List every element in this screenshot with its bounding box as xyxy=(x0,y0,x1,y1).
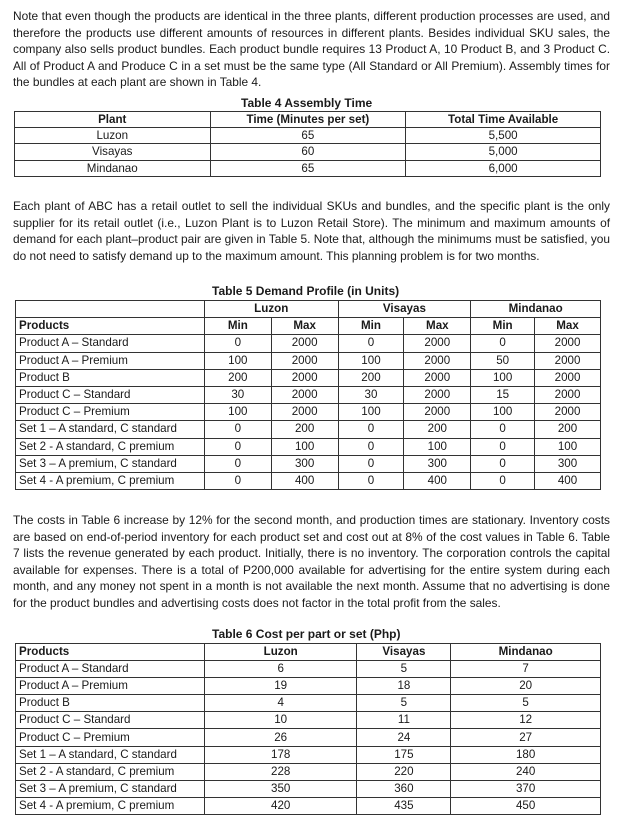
table-cell: Luzon xyxy=(15,128,211,144)
value-cell: 0 xyxy=(204,472,271,489)
value-cell: 2000 xyxy=(404,335,471,352)
product-name-cell: Product A – Premium xyxy=(16,352,205,369)
product-name-cell: Set 1 – A standard, C standard xyxy=(16,421,205,438)
product-name-cell: Set 1 – A standard, C standard xyxy=(16,746,205,763)
product-name-cell: Product C – Standard xyxy=(16,712,205,729)
value-cell: 100 xyxy=(204,352,271,369)
table-row xyxy=(16,678,601,695)
value-cell: 300 xyxy=(535,455,601,472)
value-cell: 7 xyxy=(451,661,601,678)
value-cell: 30 xyxy=(338,386,404,403)
value-cell: 2000 xyxy=(535,404,601,421)
value-cell: 200 xyxy=(404,421,471,438)
product-name-cell: Set 4 - A premium, C premium xyxy=(16,797,205,814)
table-row xyxy=(16,421,601,438)
product-name-cell: Set 2 - A standard, C premium xyxy=(16,438,205,455)
value-cell: 435 xyxy=(357,797,451,814)
value-cell: 370 xyxy=(451,780,601,797)
value-cell: 2000 xyxy=(271,369,338,386)
value-cell: 18 xyxy=(357,678,451,695)
value-cell: 2000 xyxy=(404,386,471,403)
value-cell: 100 xyxy=(204,404,271,421)
product-name-cell: Product C – Premium xyxy=(16,729,205,746)
header-max: Max xyxy=(271,318,338,335)
table-cell: 6,000 xyxy=(406,160,601,176)
header-min: Min xyxy=(338,318,404,335)
blank-header xyxy=(16,301,205,318)
table-cell: 5,000 xyxy=(406,144,601,160)
value-cell: 4 xyxy=(204,695,357,712)
value-cell: 350 xyxy=(204,780,357,797)
product-name-cell: Product A – Standard xyxy=(16,335,205,352)
table-row xyxy=(16,797,601,814)
header-time: Time (Minutes per set) xyxy=(210,112,406,128)
table-cell: 65 xyxy=(210,160,406,176)
table-cell: Mindanao xyxy=(15,160,211,176)
value-cell: 2000 xyxy=(404,352,471,369)
product-name-cell: Product B xyxy=(16,369,205,386)
product-name-cell: Set 4 - A premium, C premium xyxy=(16,472,205,489)
table-row xyxy=(16,472,601,489)
group-header-row xyxy=(16,301,601,318)
value-cell: 15 xyxy=(471,386,535,403)
table-header-row xyxy=(16,644,601,661)
intro-paragraph: Note that even though the products are identical in the three plants, different production processes are used, and therefore the products use different amounts of resources in different plants. Besides individual SKU sales, the company also sells product bundles. Each product bundle requires 13 Product A, 10 Product B, and 3 Product C. All of Product A and Produce C in a set must be the same type (All Standard or All Premium). Assembly times for the bundles at each plant are shown in Table 4. xyxy=(13,9,610,90)
header-mindanao: Mindanao xyxy=(451,644,601,661)
product-name-cell: Product C – Premium xyxy=(16,404,205,421)
table-row xyxy=(16,369,601,386)
value-cell: 240 xyxy=(451,763,601,780)
value-cell: 100 xyxy=(338,404,404,421)
header-max: Max xyxy=(535,318,601,335)
product-name-cell: Product B xyxy=(16,695,205,712)
value-cell: 178 xyxy=(204,746,357,763)
demand-profile-table xyxy=(15,300,601,490)
value-cell: 12 xyxy=(451,712,601,729)
value-cell: 0 xyxy=(338,438,404,455)
table-row xyxy=(16,746,601,763)
value-cell: 2000 xyxy=(535,369,601,386)
header-plant: Plant xyxy=(15,112,211,128)
table5-caption: Table 5 Demand Profile (in Units) xyxy=(212,284,400,298)
value-cell: 400 xyxy=(271,472,338,489)
cost-table xyxy=(15,643,601,815)
value-cell: 24 xyxy=(357,729,451,746)
value-cell: 19 xyxy=(204,678,357,695)
product-name-cell: Product A – Premium xyxy=(16,678,205,695)
value-cell: 27 xyxy=(451,729,601,746)
value-cell: 10 xyxy=(204,712,357,729)
table-row xyxy=(16,729,601,746)
value-cell: 228 xyxy=(204,763,357,780)
value-cell: 0 xyxy=(338,421,404,438)
table-row xyxy=(15,160,601,176)
value-cell: 0 xyxy=(471,335,535,352)
value-cell: 5 xyxy=(357,695,451,712)
header-products: Products xyxy=(16,644,205,661)
value-cell: 100 xyxy=(404,438,471,455)
header-min: Min xyxy=(471,318,535,335)
table-row xyxy=(16,335,601,352)
value-cell: 175 xyxy=(357,746,451,763)
header-products: Products xyxy=(16,318,205,335)
group-mindanao: Mindanao xyxy=(471,301,601,318)
table-row xyxy=(16,455,601,472)
value-cell: 200 xyxy=(535,421,601,438)
value-cell: 50 xyxy=(471,352,535,369)
table-row xyxy=(16,712,601,729)
value-cell: 0 xyxy=(338,472,404,489)
assembly-time-table xyxy=(14,111,601,177)
table-row xyxy=(16,780,601,797)
table-row xyxy=(15,144,601,160)
table6-caption: Table 6 Cost per part or set (Php) xyxy=(212,627,401,641)
value-cell: 200 xyxy=(271,421,338,438)
value-cell: 6 xyxy=(204,661,357,678)
value-cell: 0 xyxy=(204,455,271,472)
value-cell: 2000 xyxy=(271,386,338,403)
value-cell: 2000 xyxy=(535,352,601,369)
value-cell: 300 xyxy=(404,455,471,472)
value-cell: 100 xyxy=(535,438,601,455)
product-name-cell: Set 2 - A standard, C premium xyxy=(16,763,205,780)
value-cell: 450 xyxy=(451,797,601,814)
product-name-cell: Set 3 – A premium, C standard xyxy=(16,780,205,797)
header-total-time: Total Time Available xyxy=(406,112,601,128)
table-row xyxy=(16,695,601,712)
value-cell: 2000 xyxy=(271,335,338,352)
value-cell: 0 xyxy=(204,438,271,455)
group-visayas: Visayas xyxy=(338,301,471,318)
value-cell: 100 xyxy=(338,352,404,369)
product-name-cell: Product A – Standard xyxy=(16,661,205,678)
group-luzon: Luzon xyxy=(204,301,338,318)
demand-paragraph: Each plant of ABC has a retail outlet to sell the individual SKUs and bundles, and the specific plant is the only supplier for its retail outlet (i.e., Luzon Plant is to Luzon Retail Store). The minimum and maximum amounts of demand for each plant–product pair are given in Table 5. Note that, although the minimums must be satisfied, you do not need to satisfy demand up to the maximum amount. This planning problem is for two months. xyxy=(13,199,610,263)
value-cell: 0 xyxy=(471,438,535,455)
value-cell: 420 xyxy=(204,797,357,814)
value-cell: 0 xyxy=(204,335,271,352)
value-cell: 360 xyxy=(357,780,451,797)
value-cell: 0 xyxy=(471,472,535,489)
value-cell: 0 xyxy=(471,421,535,438)
table-row xyxy=(16,386,601,403)
value-cell: 20 xyxy=(451,678,601,695)
value-cell: 100 xyxy=(271,438,338,455)
value-cell: 2000 xyxy=(535,335,601,352)
value-cell: 2000 xyxy=(535,386,601,403)
value-cell: 26 xyxy=(204,729,357,746)
value-cell: 400 xyxy=(404,472,471,489)
value-cell: 2000 xyxy=(404,404,471,421)
value-cell: 300 xyxy=(271,455,338,472)
sub-header-row xyxy=(16,318,601,335)
value-cell: 220 xyxy=(357,763,451,780)
value-cell: 0 xyxy=(471,455,535,472)
table-row xyxy=(16,352,601,369)
costs-paragraph: The costs in Table 6 increase by 12% for the second month, and production times are stationary. Inventory costs are based on end-of-period inventory for each product set and cost out at 8% of the cost values in Table 6. Table 7 lists the revenue generated by each product. Initially, there is no inventory. The corporation controls the capital available for expenses. There is a total of P200,000 available for advertising for the entire system during each month, and any money not spent in a month is not available the next month. Assume that no advertising is done for the product bundles and advertising costs does not factor in the total profit from the sales. xyxy=(13,513,610,610)
value-cell: 200 xyxy=(204,369,271,386)
header-visayas: Visayas xyxy=(357,644,451,661)
table-cell: 65 xyxy=(210,128,406,144)
value-cell: 0 xyxy=(204,421,271,438)
header-luzon: Luzon xyxy=(204,644,357,661)
table-header-row xyxy=(15,112,601,128)
table-row xyxy=(16,661,601,678)
table-cell: Visayas xyxy=(15,144,211,160)
product-name-cell: Product C – Standard xyxy=(16,386,205,403)
value-cell: 11 xyxy=(357,712,451,729)
value-cell: 100 xyxy=(471,369,535,386)
value-cell: 0 xyxy=(338,335,404,352)
value-cell: 180 xyxy=(451,746,601,763)
value-cell: 200 xyxy=(338,369,404,386)
table-cell: 60 xyxy=(210,144,406,160)
table-row xyxy=(15,128,601,144)
value-cell: 100 xyxy=(471,404,535,421)
product-name-cell: Set 3 – A premium, C standard xyxy=(16,455,205,472)
table-cell: 5,500 xyxy=(406,128,601,144)
value-cell: 5 xyxy=(357,661,451,678)
value-cell: 400 xyxy=(535,472,601,489)
value-cell: 2000 xyxy=(404,369,471,386)
value-cell: 2000 xyxy=(271,352,338,369)
table-row xyxy=(16,763,601,780)
value-cell: 30 xyxy=(204,386,271,403)
value-cell: 5 xyxy=(451,695,601,712)
table-row xyxy=(16,438,601,455)
table4-caption: Table 4 Assembly Time xyxy=(241,96,373,110)
header-max: Max xyxy=(404,318,471,335)
value-cell: 2000 xyxy=(271,404,338,421)
header-min: Min xyxy=(204,318,271,335)
value-cell: 0 xyxy=(338,455,404,472)
table-row xyxy=(16,404,601,421)
